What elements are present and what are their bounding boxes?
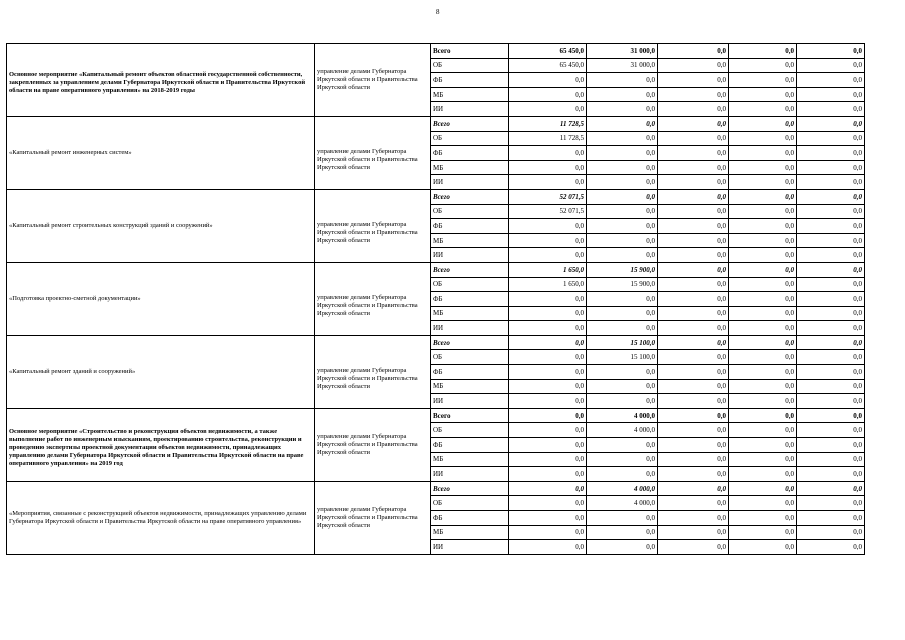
amount-cell: 0,0	[797, 467, 865, 482]
activity-title: «Капитальный ремонт зданий и сооружений»	[9, 367, 136, 375]
amount-cell: 15 900,0	[587, 262, 658, 277]
amount-cell: 0,0	[587, 146, 658, 161]
amount-cell: 0,0	[658, 248, 729, 263]
amount-cell: 0,0	[658, 467, 729, 482]
amount-cell: 0,0	[797, 365, 865, 380]
activity-title: Основное мероприятие «Капитальный ремонт объектов областной государственной собственности, закрепленных за управлением делами Губернатора Иркутской области и Правительства Иркутской области на праве оперативного управления» на 2018-2019 годы	[9, 70, 306, 94]
amount-cell: 0,0	[729, 131, 797, 146]
total-row	[7, 44, 865, 59]
amount-cell: 52 071,5	[509, 189, 587, 204]
main-activity-name	[7, 408, 315, 481]
amount-cell: 0,0	[729, 394, 797, 409]
executor-cell: управление делами Губернатора Иркутской области и Правительства Иркутской области	[315, 116, 431, 189]
amount-cell: 0,0	[797, 131, 865, 146]
amount-cell: 0,0	[587, 233, 658, 248]
amount-cell: 0,0	[658, 160, 729, 175]
amount-cell: 0,0	[587, 116, 658, 131]
amount-cell: 0,0	[658, 452, 729, 467]
amount-cell: 0,0	[509, 219, 587, 234]
amount-cell: 0,0	[658, 525, 729, 540]
amount-cell: 0,0	[729, 58, 797, 73]
amount-cell: 0,0	[797, 496, 865, 511]
amount-cell: 0,0	[658, 146, 729, 161]
sub-activity-name	[7, 335, 315, 408]
executor-cell: управление делами Губернатора Иркутской области и Правительства Иркутской области	[315, 262, 431, 335]
amount-cell: 0,0	[509, 438, 587, 453]
amount-cell: 0,0	[729, 292, 797, 307]
amount-cell: 0,0	[729, 116, 797, 131]
funding-source-cell: Всего	[431, 116, 509, 131]
total-row	[7, 262, 865, 277]
amount-cell: 0,0	[509, 321, 587, 336]
amount-cell: 0,0	[729, 248, 797, 263]
amount-cell: 0,0	[587, 204, 658, 219]
amount-cell: 4 000,0	[587, 496, 658, 511]
amount-cell: 0,0	[509, 248, 587, 263]
main-activity-name	[7, 44, 315, 117]
amount-cell: 0,0	[797, 321, 865, 336]
amount-cell: 0,0	[509, 335, 587, 350]
total-row	[7, 481, 865, 496]
funding-source-cell: МБ	[431, 525, 509, 540]
amount-cell: 0,0	[587, 73, 658, 88]
amount-cell: 0,0	[509, 87, 587, 102]
amount-cell: 0,0	[509, 496, 587, 511]
executor-cell: управление делами Губернатора Иркутской области и Правительства Иркутской области	[315, 408, 431, 481]
funding-source-cell: ОБ	[431, 58, 509, 73]
funding-source-cell: МБ	[431, 233, 509, 248]
activity-title: Основное мероприятие «Строительство и реконструкция объектов недвижимости, а также выполнение работ по инженерным изысканиям, проектированию строительства, реконструкции и проведению экспертизы проектной документации объектов недвижимости, принадлежащих управлению делами Губернатора Иркутской области и Правительства Иркутской области на праве оперативного управления» на 2019 год	[9, 427, 304, 467]
funding-source-cell: Всего	[431, 481, 509, 496]
amount-cell: 31 000,0	[587, 58, 658, 73]
total-row	[7, 116, 865, 131]
amount-cell: 0,0	[658, 277, 729, 292]
amount-cell: 0,0	[509, 408, 587, 423]
total-row	[7, 335, 865, 350]
amount-cell: 0,0	[658, 73, 729, 88]
amount-cell: 0,0	[587, 248, 658, 263]
amount-cell: 0,0	[797, 262, 865, 277]
amount-cell: 0,0	[587, 438, 658, 453]
funding-source-cell: ИИ	[431, 102, 509, 117]
amount-cell: 0,0	[509, 73, 587, 88]
amount-cell: 0,0	[658, 365, 729, 380]
amount-cell: 0,0	[587, 219, 658, 234]
amount-cell: 4 000,0	[587, 408, 658, 423]
amount-cell: 65 450,0	[509, 44, 587, 59]
amount-cell: 0,0	[729, 306, 797, 321]
amount-cell: 0,0	[509, 146, 587, 161]
sub-activity-name	[7, 262, 315, 335]
amount-cell: 0,0	[729, 189, 797, 204]
amount-cell: 0,0	[509, 160, 587, 175]
amount-cell: 0,0	[729, 262, 797, 277]
amount-cell: 0,0	[658, 116, 729, 131]
total-row	[7, 408, 865, 423]
funding-source-cell: Всего	[431, 262, 509, 277]
amount-cell: 0,0	[587, 306, 658, 321]
amount-cell: 0,0	[797, 335, 865, 350]
amount-cell: 0,0	[587, 189, 658, 204]
amount-cell: 0,0	[587, 175, 658, 190]
amount-cell: 0,0	[658, 87, 729, 102]
amount-cell: 0,0	[797, 540, 865, 555]
budget-table-body	[7, 44, 865, 555]
funding-source-cell: ФБ	[431, 365, 509, 380]
amount-cell: 0,0	[729, 175, 797, 190]
amount-cell: 0,0	[587, 452, 658, 467]
funding-source-cell: ИИ	[431, 540, 509, 555]
amount-cell: 0,0	[658, 262, 729, 277]
amount-cell: 0,0	[587, 525, 658, 540]
amount-cell: 0,0	[509, 365, 587, 380]
activity-title: «Мероприятия, связанные с реконструкцией объектов недвижимости, принадлежащих управлению делами Губернатора Иркутской области и Правительства Иркутской области на праве оперативного управления»	[9, 509, 307, 525]
amount-cell: 0,0	[658, 131, 729, 146]
amount-cell: 0,0	[797, 160, 865, 175]
amount-cell: 0,0	[658, 219, 729, 234]
amount-cell: 0,0	[729, 452, 797, 467]
amount-cell: 0,0	[729, 87, 797, 102]
funding-source-cell: ОБ	[431, 496, 509, 511]
activity-title: «Капитальный ремонт инженерных систем»	[9, 148, 132, 156]
funding-source-cell: МБ	[431, 160, 509, 175]
funding-source-cell: ОБ	[431, 204, 509, 219]
amount-cell: 0,0	[797, 87, 865, 102]
amount-cell: 0,0	[729, 277, 797, 292]
amount-cell: 0,0	[587, 321, 658, 336]
amount-cell: 0,0	[797, 408, 865, 423]
funding-source-cell: ИИ	[431, 248, 509, 263]
executor-cell: управление делами Губернатора Иркутской области и Правительства Иркутской области	[315, 481, 431, 554]
amount-cell: 0,0	[797, 58, 865, 73]
amount-cell: 0,0	[509, 233, 587, 248]
amount-cell: 0,0	[729, 102, 797, 117]
amount-cell: 52 071,5	[509, 204, 587, 219]
funding-source-cell: Всего	[431, 189, 509, 204]
amount-cell: 0,0	[658, 438, 729, 453]
amount-cell: 0,0	[797, 73, 865, 88]
amount-cell: 0,0	[587, 394, 658, 409]
amount-cell: 0,0	[509, 423, 587, 438]
amount-cell: 0,0	[509, 452, 587, 467]
activity-title: «Капитальный ремонт строительных конструкций зданий и сооружений»	[9, 221, 213, 229]
amount-cell: 0,0	[658, 350, 729, 365]
amount-cell: 0,0	[658, 394, 729, 409]
amount-cell: 0,0	[509, 540, 587, 555]
amount-cell: 0,0	[729, 481, 797, 496]
amount-cell: 0,0	[658, 335, 729, 350]
amount-cell: 0,0	[729, 438, 797, 453]
funding-source-cell: Всего	[431, 408, 509, 423]
amount-cell: 0,0	[587, 160, 658, 175]
amount-cell: 0,0	[797, 146, 865, 161]
amount-cell: 0,0	[797, 394, 865, 409]
amount-cell: 0,0	[658, 58, 729, 73]
amount-cell: 0,0	[729, 233, 797, 248]
amount-cell: 4 000,0	[587, 481, 658, 496]
funding-source-cell: ФБ	[431, 219, 509, 234]
amount-cell: 0,0	[587, 102, 658, 117]
amount-cell: 0,0	[587, 292, 658, 307]
amount-cell: 0,0	[797, 204, 865, 219]
funding-source-cell: МБ	[431, 452, 509, 467]
amount-cell: 0,0	[509, 306, 587, 321]
amount-cell: 15 900,0	[587, 277, 658, 292]
amount-cell: 0,0	[509, 379, 587, 394]
amount-cell: 0,0	[729, 467, 797, 482]
amount-cell: 0,0	[729, 146, 797, 161]
amount-cell: 0,0	[729, 379, 797, 394]
amount-cell: 0,0	[797, 292, 865, 307]
amount-cell: 0,0	[797, 102, 865, 117]
amount-cell: 0,0	[729, 219, 797, 234]
amount-cell: 0,0	[797, 44, 865, 59]
amount-cell: 0,0	[729, 160, 797, 175]
amount-cell: 0,0	[797, 350, 865, 365]
amount-cell: 0,0	[797, 277, 865, 292]
funding-source-cell: Всего	[431, 335, 509, 350]
amount-cell: 0,0	[729, 408, 797, 423]
amount-cell: 0,0	[797, 525, 865, 540]
executor-cell: управление делами Губернатора Иркутской области и Правительства Иркутской области	[315, 44, 431, 117]
activity-title: «Подготовка проектно-сметной документации»	[9, 294, 141, 302]
amount-cell: 0,0	[658, 408, 729, 423]
funding-source-cell: ИИ	[431, 321, 509, 336]
amount-cell: 0,0	[658, 233, 729, 248]
amount-cell: 0,0	[658, 496, 729, 511]
amount-cell: 0,0	[658, 175, 729, 190]
amount-cell: 0,0	[509, 511, 587, 526]
amount-cell: 0,0	[658, 423, 729, 438]
amount-cell: 0,0	[729, 73, 797, 88]
amount-cell: 0,0	[797, 481, 865, 496]
amount-cell: 0,0	[797, 189, 865, 204]
amount-cell: 0,0	[587, 87, 658, 102]
funding-source-cell: ИИ	[431, 175, 509, 190]
amount-cell: 0,0	[729, 365, 797, 380]
amount-cell: 0,0	[797, 511, 865, 526]
funding-source-cell: ИИ	[431, 467, 509, 482]
amount-cell: 0,0	[729, 511, 797, 526]
amount-cell: 0,0	[729, 423, 797, 438]
funding-source-cell: ОБ	[431, 277, 509, 292]
amount-cell: 15 100,0	[587, 350, 658, 365]
amount-cell: 31 000,0	[587, 44, 658, 59]
funding-source-cell: ИИ	[431, 394, 509, 409]
funding-source-cell: ФБ	[431, 292, 509, 307]
amount-cell: 0,0	[587, 511, 658, 526]
amount-cell: 0,0	[797, 306, 865, 321]
funding-source-cell: ФБ	[431, 438, 509, 453]
funding-source-cell: ФБ	[431, 146, 509, 161]
sub-activity-name	[7, 189, 315, 262]
funding-source-cell: ФБ	[431, 511, 509, 526]
amount-cell: 0,0	[509, 467, 587, 482]
amount-cell: 0,0	[797, 175, 865, 190]
amount-cell: 0,0	[587, 540, 658, 555]
amount-cell: 0,0	[797, 379, 865, 394]
funding-source-cell: ОБ	[431, 423, 509, 438]
amount-cell: 0,0	[658, 44, 729, 59]
amount-cell: 0,0	[797, 438, 865, 453]
amount-cell: 65 450,0	[509, 58, 587, 73]
amount-cell: 0,0	[587, 467, 658, 482]
amount-cell: 0,0	[658, 481, 729, 496]
amount-cell: 0,0	[729, 44, 797, 59]
amount-cell: 0,0	[509, 175, 587, 190]
amount-cell: 11 728,5	[509, 116, 587, 131]
funding-source-cell: ОБ	[431, 131, 509, 146]
amount-cell: 0,0	[658, 102, 729, 117]
amount-cell: 0,0	[729, 496, 797, 511]
funding-source-cell: ОБ	[431, 350, 509, 365]
amount-cell: 0,0	[729, 321, 797, 336]
total-row	[7, 189, 865, 204]
amount-cell: 0,0	[509, 394, 587, 409]
amount-cell: 0,0	[509, 481, 587, 496]
amount-cell: 0,0	[797, 219, 865, 234]
sub-activity-name	[7, 481, 315, 554]
amount-cell: 1 650,0	[509, 262, 587, 277]
amount-cell: 0,0	[509, 350, 587, 365]
amount-cell: 0,0	[658, 204, 729, 219]
amount-cell: 0,0	[729, 525, 797, 540]
funding-source-cell: ФБ	[431, 73, 509, 88]
amount-cell: 0,0	[509, 102, 587, 117]
funding-source-cell: Всего	[431, 44, 509, 59]
amount-cell: 0,0	[797, 423, 865, 438]
amount-cell: 0,0	[509, 292, 587, 307]
amount-cell: 0,0	[729, 335, 797, 350]
amount-cell: 4 000,0	[587, 423, 658, 438]
amount-cell: 0,0	[658, 540, 729, 555]
executor-cell: управление делами Губернатора Иркутской области и Правительства Иркутской области	[315, 189, 431, 262]
funding-source-cell: МБ	[431, 87, 509, 102]
amount-cell: 15 100,0	[587, 335, 658, 350]
amount-cell: 0,0	[587, 379, 658, 394]
funding-source-cell: МБ	[431, 379, 509, 394]
amount-cell: 0,0	[729, 204, 797, 219]
executor-cell: управление делами Губернатора Иркутской области и Правительства Иркутской области	[315, 335, 431, 408]
amount-cell: 0,0	[658, 379, 729, 394]
budget-table	[6, 43, 865, 555]
amount-cell: 0,0	[509, 525, 587, 540]
amount-cell: 0,0	[729, 540, 797, 555]
amount-cell: 0,0	[797, 116, 865, 131]
amount-cell: 0,0	[729, 350, 797, 365]
amount-cell: 0,0	[797, 233, 865, 248]
amount-cell: 0,0	[658, 321, 729, 336]
amount-cell: 0,0	[797, 452, 865, 467]
amount-cell: 0,0	[658, 292, 729, 307]
page-number: 8	[436, 8, 440, 16]
amount-cell: 0,0	[658, 189, 729, 204]
amount-cell: 1 650,0	[509, 277, 587, 292]
amount-cell: 0,0	[587, 365, 658, 380]
amount-cell: 0,0	[658, 306, 729, 321]
amount-cell: 0,0	[797, 248, 865, 263]
amount-cell: 11 728,5	[509, 131, 587, 146]
sub-activity-name	[7, 116, 315, 189]
funding-source-cell: МБ	[431, 306, 509, 321]
amount-cell: 0,0	[658, 511, 729, 526]
amount-cell: 0,0	[587, 131, 658, 146]
